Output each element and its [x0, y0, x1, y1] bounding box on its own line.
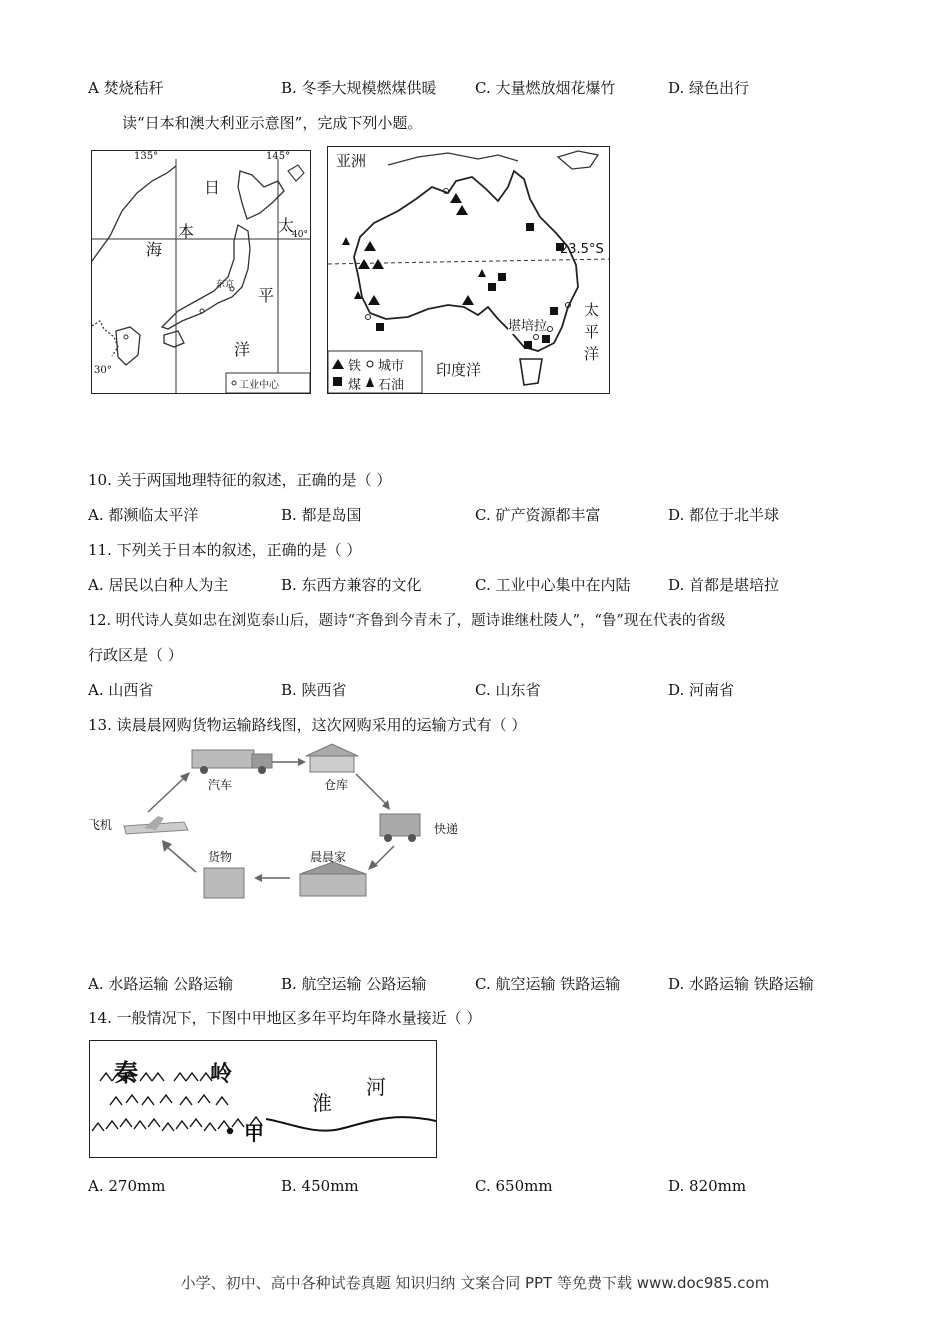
australia-map-drawing [328, 147, 609, 393]
australia-map [327, 146, 610, 394]
q10-option-d: D. 都位于北半球 [668, 506, 780, 524]
label-hai: 海 [146, 240, 163, 259]
q14-option-b: B. 450mm [281, 1177, 359, 1195]
q9-option-c: C. 大量燃放烟花爆竹 [475, 79, 616, 97]
tokyo-label: 东京 [216, 280, 235, 290]
q10-option-b: B. 都是岛国 [281, 506, 362, 524]
q11-option-b: B. 东西方兼容的文化 [281, 576, 422, 594]
canberra-label: 堪培拉 [508, 315, 547, 334]
legend-oil-label: 石油 [378, 378, 405, 393]
warehouse-label: 仓库 [324, 778, 349, 792]
japan-map-drawing [92, 151, 310, 393]
label-ben: 本 [178, 222, 195, 241]
japan-map [91, 150, 311, 394]
intro-text: 读“日本和澳大利亚示意图”，完成下列小题。 [122, 114, 423, 132]
lat-30-label: 30° [94, 365, 112, 376]
transport-route-drawing [84, 742, 474, 912]
lon-135-label: 135° [134, 151, 159, 162]
q14-option-d: D. 820mm [668, 1177, 747, 1195]
home-label: 晨晨家 [310, 850, 347, 864]
label-tai: 太 [278, 216, 295, 235]
q14-options [88, 1177, 868, 1199]
q11-option-a: A. 居民以白种人为主 [88, 576, 229, 594]
q14-stem: 14. 一般情况下，下图中甲地区多年平均年降水量接近（ ） [88, 1009, 482, 1027]
lat-40-label: 40° [292, 230, 308, 240]
express-label: 快递 [434, 822, 459, 836]
q9-options [88, 77, 868, 99]
q12-stem-line1: 12. 明代诗人莫如忠在浏览泰山后，题诗“齐鲁到今青未了，题诗谁继杜陵人”，“鲁”现在代表的省级 [88, 613, 726, 629]
pacific-label-2: 平 [584, 323, 600, 341]
qin-label: 秦 [114, 1058, 138, 1087]
q12-option-d: D. 河南省 [668, 681, 735, 699]
huai-label: 淮 [312, 1091, 332, 1115]
pacific-label-3: 洋 [584, 345, 600, 363]
legend-coal-label: 煤 [348, 378, 362, 393]
ling-label: 岭 [210, 1061, 233, 1087]
plane-label: 飞机 [88, 818, 113, 832]
q13-option-d: D. 水路运输 铁路运输 [668, 975, 814, 993]
q11-options [88, 574, 868, 596]
q14-option-c: C. 650mm [475, 1177, 553, 1195]
q10-options [88, 504, 868, 526]
q13-options [88, 973, 868, 995]
label-ri: 日 [204, 178, 221, 197]
q12-stem-line2: 行政区是（ ） [88, 646, 183, 664]
q13-stem: 13. 读晨晨网购货物运输路线图，这次网购采用的运输方式有（ ） [88, 716, 527, 734]
car-label: 汽车 [208, 778, 233, 792]
q13-option-c: C. 航空运输 铁路运输 [475, 975, 621, 993]
q10-stem: 10. 关于两国地理特征的叙述，正确的是（ ） [88, 471, 392, 489]
legend-city-label: 城市 [378, 359, 405, 374]
q13-option-b: B. 航空运输 公路运输 [281, 975, 427, 993]
indian-ocean-label: 印度洋 [436, 361, 482, 379]
lon-145-label: 145° [266, 151, 291, 162]
jia-label: 甲 [244, 1121, 264, 1145]
q13-option-a: A. 水路运输 公路运输 [88, 975, 234, 993]
page-footer: 小学、初中、高中各种试卷真题 知识归纳 文案合同 PPT 等免费下载 www.doc985.com [180, 1274, 770, 1292]
qinling-huaihe-map [89, 1040, 437, 1158]
label-ping: 平 [258, 286, 275, 305]
transport-route-figure [84, 742, 474, 912]
legend-iron-label: 铁 [348, 359, 362, 374]
goods-label: 货物 [208, 850, 233, 864]
q14-option-a: A. 270mm [88, 1177, 166, 1195]
q12-option-b: B. 陕西省 [281, 681, 347, 699]
q11-stem: 11. 下列关于日本的叙述，正确的是（ ） [88, 541, 362, 559]
pacific-label-1: 太 [584, 301, 600, 319]
asia-label: 亚洲 [336, 152, 367, 170]
q10-option-a: A. 都濒临太平洋 [88, 506, 199, 524]
tropic-label: 23.5°S [560, 242, 604, 257]
q12-option-c: C. 山东省 [475, 681, 541, 699]
q11-option-d: D. 首都是堪培拉 [668, 576, 780, 594]
q9-option-a: A 焚烧秸秆 [88, 79, 164, 97]
industry-legend-label: 工业中心 [239, 380, 279, 391]
q11-option-c: C. 工业中心集中在内陆 [475, 576, 631, 594]
q9-option-d: D. 绿色出行 [668, 79, 750, 97]
q12-option-a: A. 山西省 [88, 681, 154, 699]
label-yang: 洋 [234, 340, 251, 359]
q9-option-b: B. 冬季大规模燃煤供暖 [281, 79, 437, 97]
q12-options [88, 679, 868, 701]
q10-option-c: C. 矿产资源都丰富 [475, 506, 601, 524]
he-label: 河 [366, 1075, 386, 1099]
